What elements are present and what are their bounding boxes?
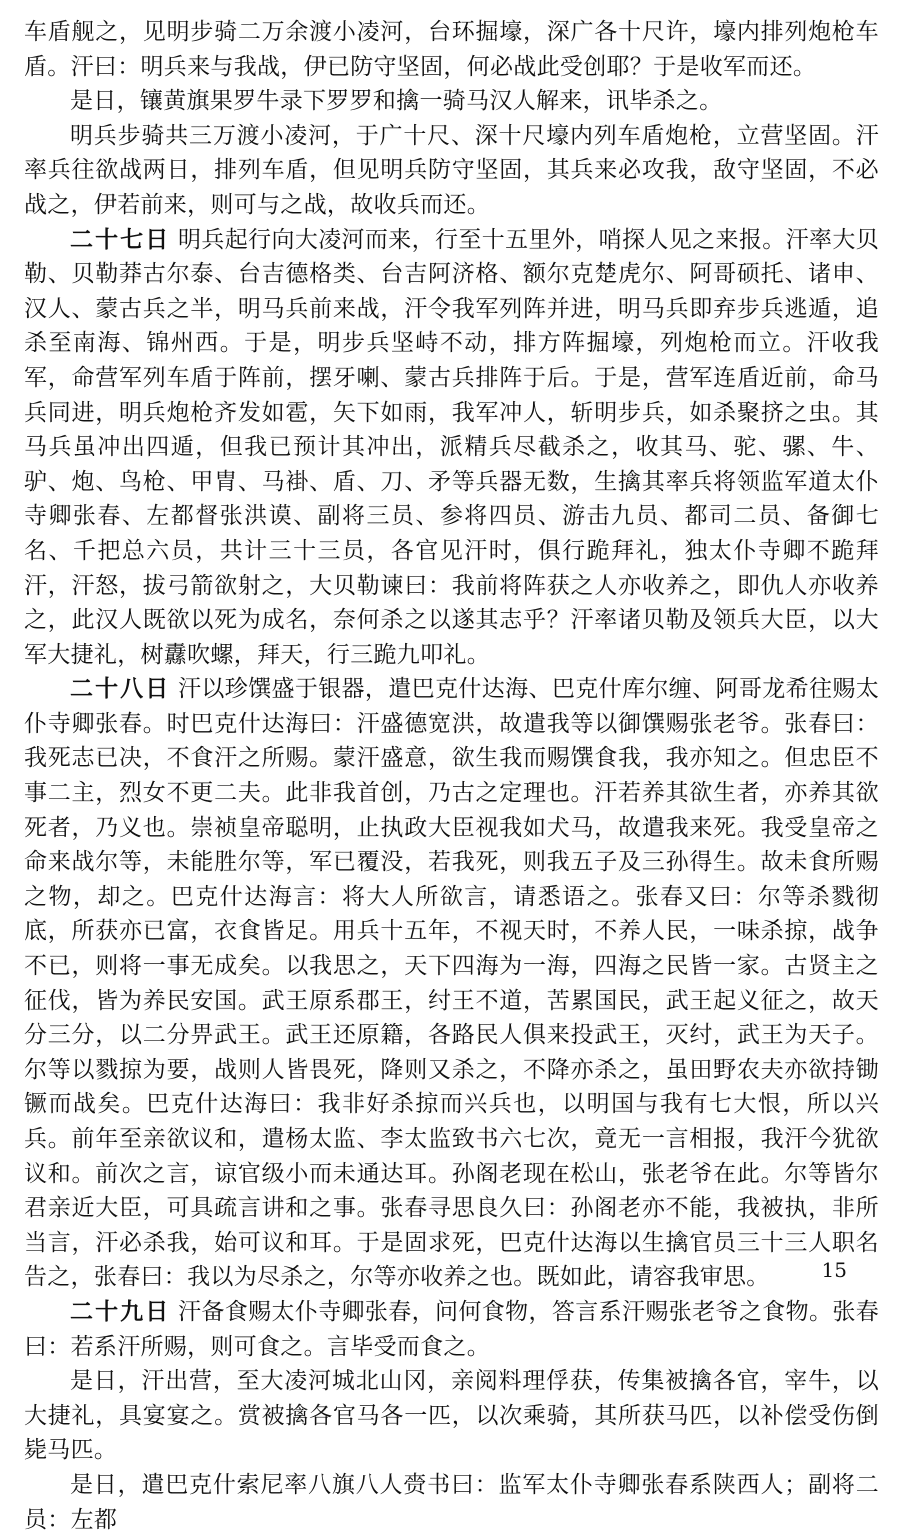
paragraph-2: [24, 84, 879, 119]
paragraph-8: [24, 1468, 879, 1537]
date-heading-27: 二十七日: [70, 225, 171, 253]
paragraph-3-text: 明兵步骑共三万渡小凌河，于广十尺、深十尺壕内列车盾炮枪，立营坚固。汗率兵往欲战两日，排列车盾，但见明兵防守坚固，其兵来必攻我，敌守坚固，不必战之，伊若前来，则可与之战，故收兵而还。: [24, 122, 879, 218]
paragraph-1: [24, 0, 879, 84]
paragraph-6-text: 汗备食赐太仆寺卿张春，问何食物，答言系汗赐张老爷之食物。张春曰：若系汗所赐，则可食之。言毕受而食之。: [24, 1298, 879, 1360]
paragraph-4: [24, 223, 879, 673]
page-number: 15: [821, 1258, 847, 1282]
paragraph-4-text: 明兵起行向大凌河而来，行至十五里外，哨探人见之来报。汗率大贝勒、贝勒莽古尔泰、台吉德格类、台吉阿济格、额尔克楚虎尔、阿哥硕托、诸申、汉人、蒙古兵之半，明马兵前来战，汗令我军列阵并进，明马兵即弃步兵逃遁，追杀至南海、锦州西。于是，明步兵坚峙不动，排方阵掘壕，列炮枪而立。汗收我军，命营军列车盾于阵前，摆牙喇、蒙古兵排阵于后。于是，营军连盾近前，命马兵同进，明兵炮枪齐发如雹，矢下如雨，我军冲人，斩明步兵，如杀聚挤之虫。其马兵虽冲出四遁，但我已预计其冲出，派精兵尽截杀之，收其马、驼、骡、牛、驴、炮、鸟枪、甲胄、马褂、盾、刀、矛等兵器无数，生擒其率兵将领监军道太仆寺卿张春、左都督张洪谟、副将三员、参将四员、游击九员、都司二员、备御七名、千把总六员，共计三十三员，各官见汗时，俱行跪拜礼，独太仆寺卿不跪拜汗，汗怒，拔弓箭欲射之，大贝勒谏曰：我前将阵获之人亦收养之，即仇人亦收养之，此汉人既欲以死为成名，奈何杀之以遂其志乎？汗率诸贝勒及领兵大臣，以大军大捷礼，树纛吹螺，拜天，行三跪九叩礼。: [24, 226, 879, 668]
document-page: [24, 0, 879, 1537]
date-heading-28: 二十八日: [70, 675, 171, 703]
paragraph-5: [24, 672, 879, 1295]
paragraph-5-text: 汗以珍馔盛于银器，遣巴克什达海、巴克什库尔缠、阿哥龙希往赐太仆寺卿张春。时巴克什达海曰：汗盛德宽洪，故遣我等以御馔赐张老爷。张春曰：我死志已决，不食汗之所赐。蒙汗盛意，欲生我而赐馔食我，我亦知之。但忠臣不事二主，烈女不更二夫。此非我首创，乃古之定理也。汗若养其欲生者，亦养其欲死者，乃义也。崇祯皇帝聪明，止执政大臣视我如犬马，故遣我来死。我受皇帝之命来战尔等，未能胜尔等，军已覆没，若我死，则我五子及三孙得生。故未食所赐之物，却之。巴克什达海言：将大人所欲言，请悉语之。张春又曰：尔等杀戮彻底，所获亦已富，衣食皆足。用兵十五年，不视天时，不养人民，一味杀掠，战争不已，则将一事无成矣。以我思之，天下四海为一海，四海之民皆一家。古贤主之征伐，皆为养民安国。武王原系郡王，纣王不道，苦累国民，武王起义征之，故天分三分，以二分畀武王。武王还原籍，各路民人俱来投武王，灭纣，武王为天子。尔等以戮掠为要，战则人皆畏死，降则又杀之，不降亦杀之，虽田野农夫亦欲持锄镢而战矣。巴克什达海曰：我非好杀掠而兴兵也，以明国与我有七大恨，所以兴兵。前年至亲欲议和，遣杨太监、李太监致书六七次，竟无一言相报，我汗今犹欲议和。前次之言，谅官级小而未通达耳。孙阁老现在松山，张老爷在此。尔等皆尔君亲近大臣，可具疏言讲和之事。张春寻思良久曰：孙阁老亦不能，我被执，非所当言，汗必杀我，始可议和耳。于是固求死，巴克什达海以生擒官员三十三人职名告之，张春曰：我以为尽杀之，尔等亦收养之也。既如此，请容我审思。: [24, 676, 879, 1291]
paragraph-7: [24, 1364, 879, 1468]
date-heading-29: 二十九日: [70, 1297, 171, 1325]
paragraph-7-text: 是日，汗出营，至大凌河城北山冈，亲阅料理俘获，传集被擒各官，宰牛，以大捷礼，具宴宴之。赏被擒各官马各一匹，以次乘骑，其所获马匹，以补偿受伤倒毙马匹。: [24, 1368, 879, 1464]
paragraph-3: [24, 119, 879, 223]
paragraph-6: [24, 1295, 879, 1364]
paragraph-1-text: 车盾舰之，见明步骑二万余渡小凌河，台环掘壕，深广各十尺许，壕内排列炮枪车盾。汗曰：明兵来与我战，伊已防守坚固，何必战此受创耶？于是收军而还。: [24, 19, 879, 80]
paragraph-2-text: 是日，镶黄旗果罗牛录下罗罗和擒一骑马汉人解来，讯毕杀之。: [70, 88, 723, 115]
paragraph-8-text: 是日，遣巴克什索尼率八旗八人赍书曰：监军太仆寺卿张春系陕西人；副将二员：左都: [24, 1471, 879, 1533]
